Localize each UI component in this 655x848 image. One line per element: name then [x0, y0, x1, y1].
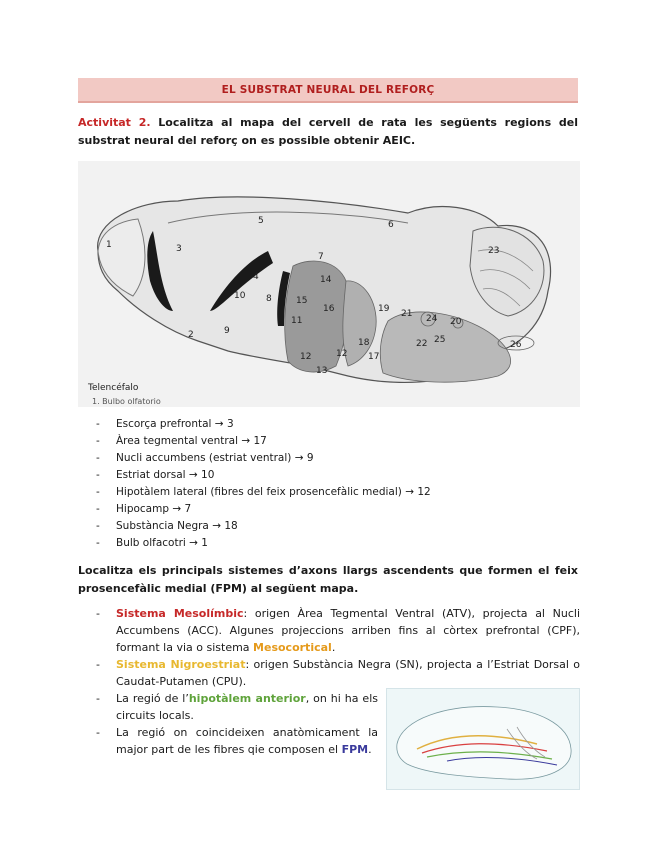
list-item-text [116, 690, 378, 724]
hypothalamus-pre: La regió de l’ [116, 692, 189, 705]
region-label: 4 [253, 272, 259, 282]
page-title: EL SUBSTRAT NEURAL DEL REFORÇ [221, 83, 435, 96]
region-label: 20 [450, 317, 462, 327]
list-item [78, 484, 578, 501]
list-dash: - [96, 503, 100, 515]
region-label: 12 [336, 349, 348, 359]
region-label: 26 [510, 340, 522, 350]
regions-list [78, 416, 578, 552]
list-dash: - [96, 469, 100, 481]
region-label: 19 [378, 304, 390, 314]
list-item-text [116, 605, 580, 656]
list-item-text: Nucli accumbens (estriat ventral) → 9 [116, 452, 314, 464]
fpm-name: FPM [341, 743, 369, 756]
list-dash: - [96, 520, 100, 532]
list-dash: - [96, 692, 100, 705]
list-dash: - [96, 726, 100, 739]
region-label: 10 [234, 291, 246, 301]
region-label: 5 [258, 216, 264, 226]
region-label: 1 [106, 240, 112, 250]
list-dash: - [96, 486, 100, 498]
region-label: 16 [323, 304, 335, 314]
list-item-text [116, 724, 378, 758]
list-item-text: Estriat dorsal → 10 [116, 469, 215, 481]
list-dash: - [96, 537, 100, 549]
region-label: 22 [416, 339, 428, 349]
region-label: 6 [388, 220, 394, 230]
list-item [78, 433, 578, 450]
list-item-text [116, 656, 580, 690]
list-item [78, 535, 578, 552]
hypothalamus-post: , on hi ha els circuits locals. [116, 692, 378, 722]
fpm-pathway-image [386, 688, 580, 790]
list-dash: - [96, 452, 100, 464]
region-label: 7 [318, 252, 324, 262]
rat-brain-illustration [78, 161, 580, 407]
list-dash: - [96, 418, 100, 430]
list-item [78, 656, 580, 690]
region-label: 8 [266, 294, 272, 304]
list-dash: - [96, 607, 100, 620]
mesolimbic-text: : origen Àrea Tegmental Ventral (ATV), projecta al Nucli Accumbens (ACC). Algunes projeccions arriben fins al còrtex prefrontal (CPF), formant la via o sistema [116, 607, 580, 654]
list-item-text: Escorça prefrontal → 3 [116, 418, 234, 430]
region-label: 3 [176, 244, 182, 254]
list-dash: - [96, 658, 100, 671]
activity-label: Activitat 2. [78, 116, 151, 129]
brain-caption-title: Telencéfalo [88, 383, 139, 393]
region-label: 13 [316, 366, 328, 376]
region-label: 14 [320, 275, 332, 285]
region-label: 9 [224, 326, 230, 336]
fpm-end: . [368, 743, 372, 756]
nigrostriatal-name: Sistema Nigroestriat [116, 658, 246, 671]
region-label: 21 [401, 309, 413, 319]
nigrostriatal-text: : origen Substància Negra (SN), projecta a l’Estriat Dorsal o Caudat-Putamen (CPU). [116, 658, 580, 688]
activity-paragraph [78, 114, 578, 150]
list-item [78, 416, 578, 433]
hypothalamus-name: hipotàlem anterior [188, 692, 306, 705]
list-item-text: Bulb olfacotri → 1 [116, 537, 208, 549]
list-item-text: Hipotàlem lateral (fibres del feix prosencefàlic medial) → 12 [116, 486, 431, 498]
mesolimbic-name: Sistema Mesolímbic [116, 607, 244, 620]
brain-caption-sub: 1. Bulbo olfatorio [92, 397, 161, 406]
fpm-pathway-illustration [387, 689, 579, 789]
rat-brain-map [78, 161, 580, 407]
region-label: 25 [434, 335, 446, 345]
activity-text: Localitza al mapa del cervell de rata les següents regions del substrat neural del reforç on es possible obtenir AEIC. [78, 116, 578, 147]
list-item [78, 450, 578, 467]
region-label: 2 [188, 330, 194, 340]
fpm-paragraph: Localitza els principals sistemes d’axons llargs ascendents que formen el feix prosencefàlic medial (FPM) al següent mapa. [78, 564, 578, 595]
list-item [78, 690, 378, 724]
list-item-text: Hipocamp → 7 [116, 503, 192, 515]
list-item [78, 518, 578, 535]
list-dash: - [96, 435, 100, 447]
region-label: 23 [488, 246, 500, 256]
region-label: 12 [300, 352, 312, 362]
list-item [78, 724, 378, 758]
list-item [78, 501, 578, 518]
region-label: 15 [296, 296, 308, 306]
list-item [78, 605, 580, 656]
region-label: 24 [426, 314, 438, 324]
list-item-text: Àrea tegmental ventral → 17 [116, 435, 267, 447]
region-label: 18 [358, 338, 370, 348]
mesolimbic-end: . [331, 641, 336, 654]
fpm-pre: La regió on coincideixen anatòmicament la major part de les fibres qie composen el [116, 726, 378, 756]
mesocortical-name: Mesocortical [253, 641, 332, 654]
list-item-text: Substància Negra → 18 [116, 520, 238, 532]
list-item [78, 467, 578, 484]
region-label: 17 [368, 352, 380, 362]
page-title-banner [78, 78, 578, 103]
region-label: 11 [291, 316, 303, 326]
